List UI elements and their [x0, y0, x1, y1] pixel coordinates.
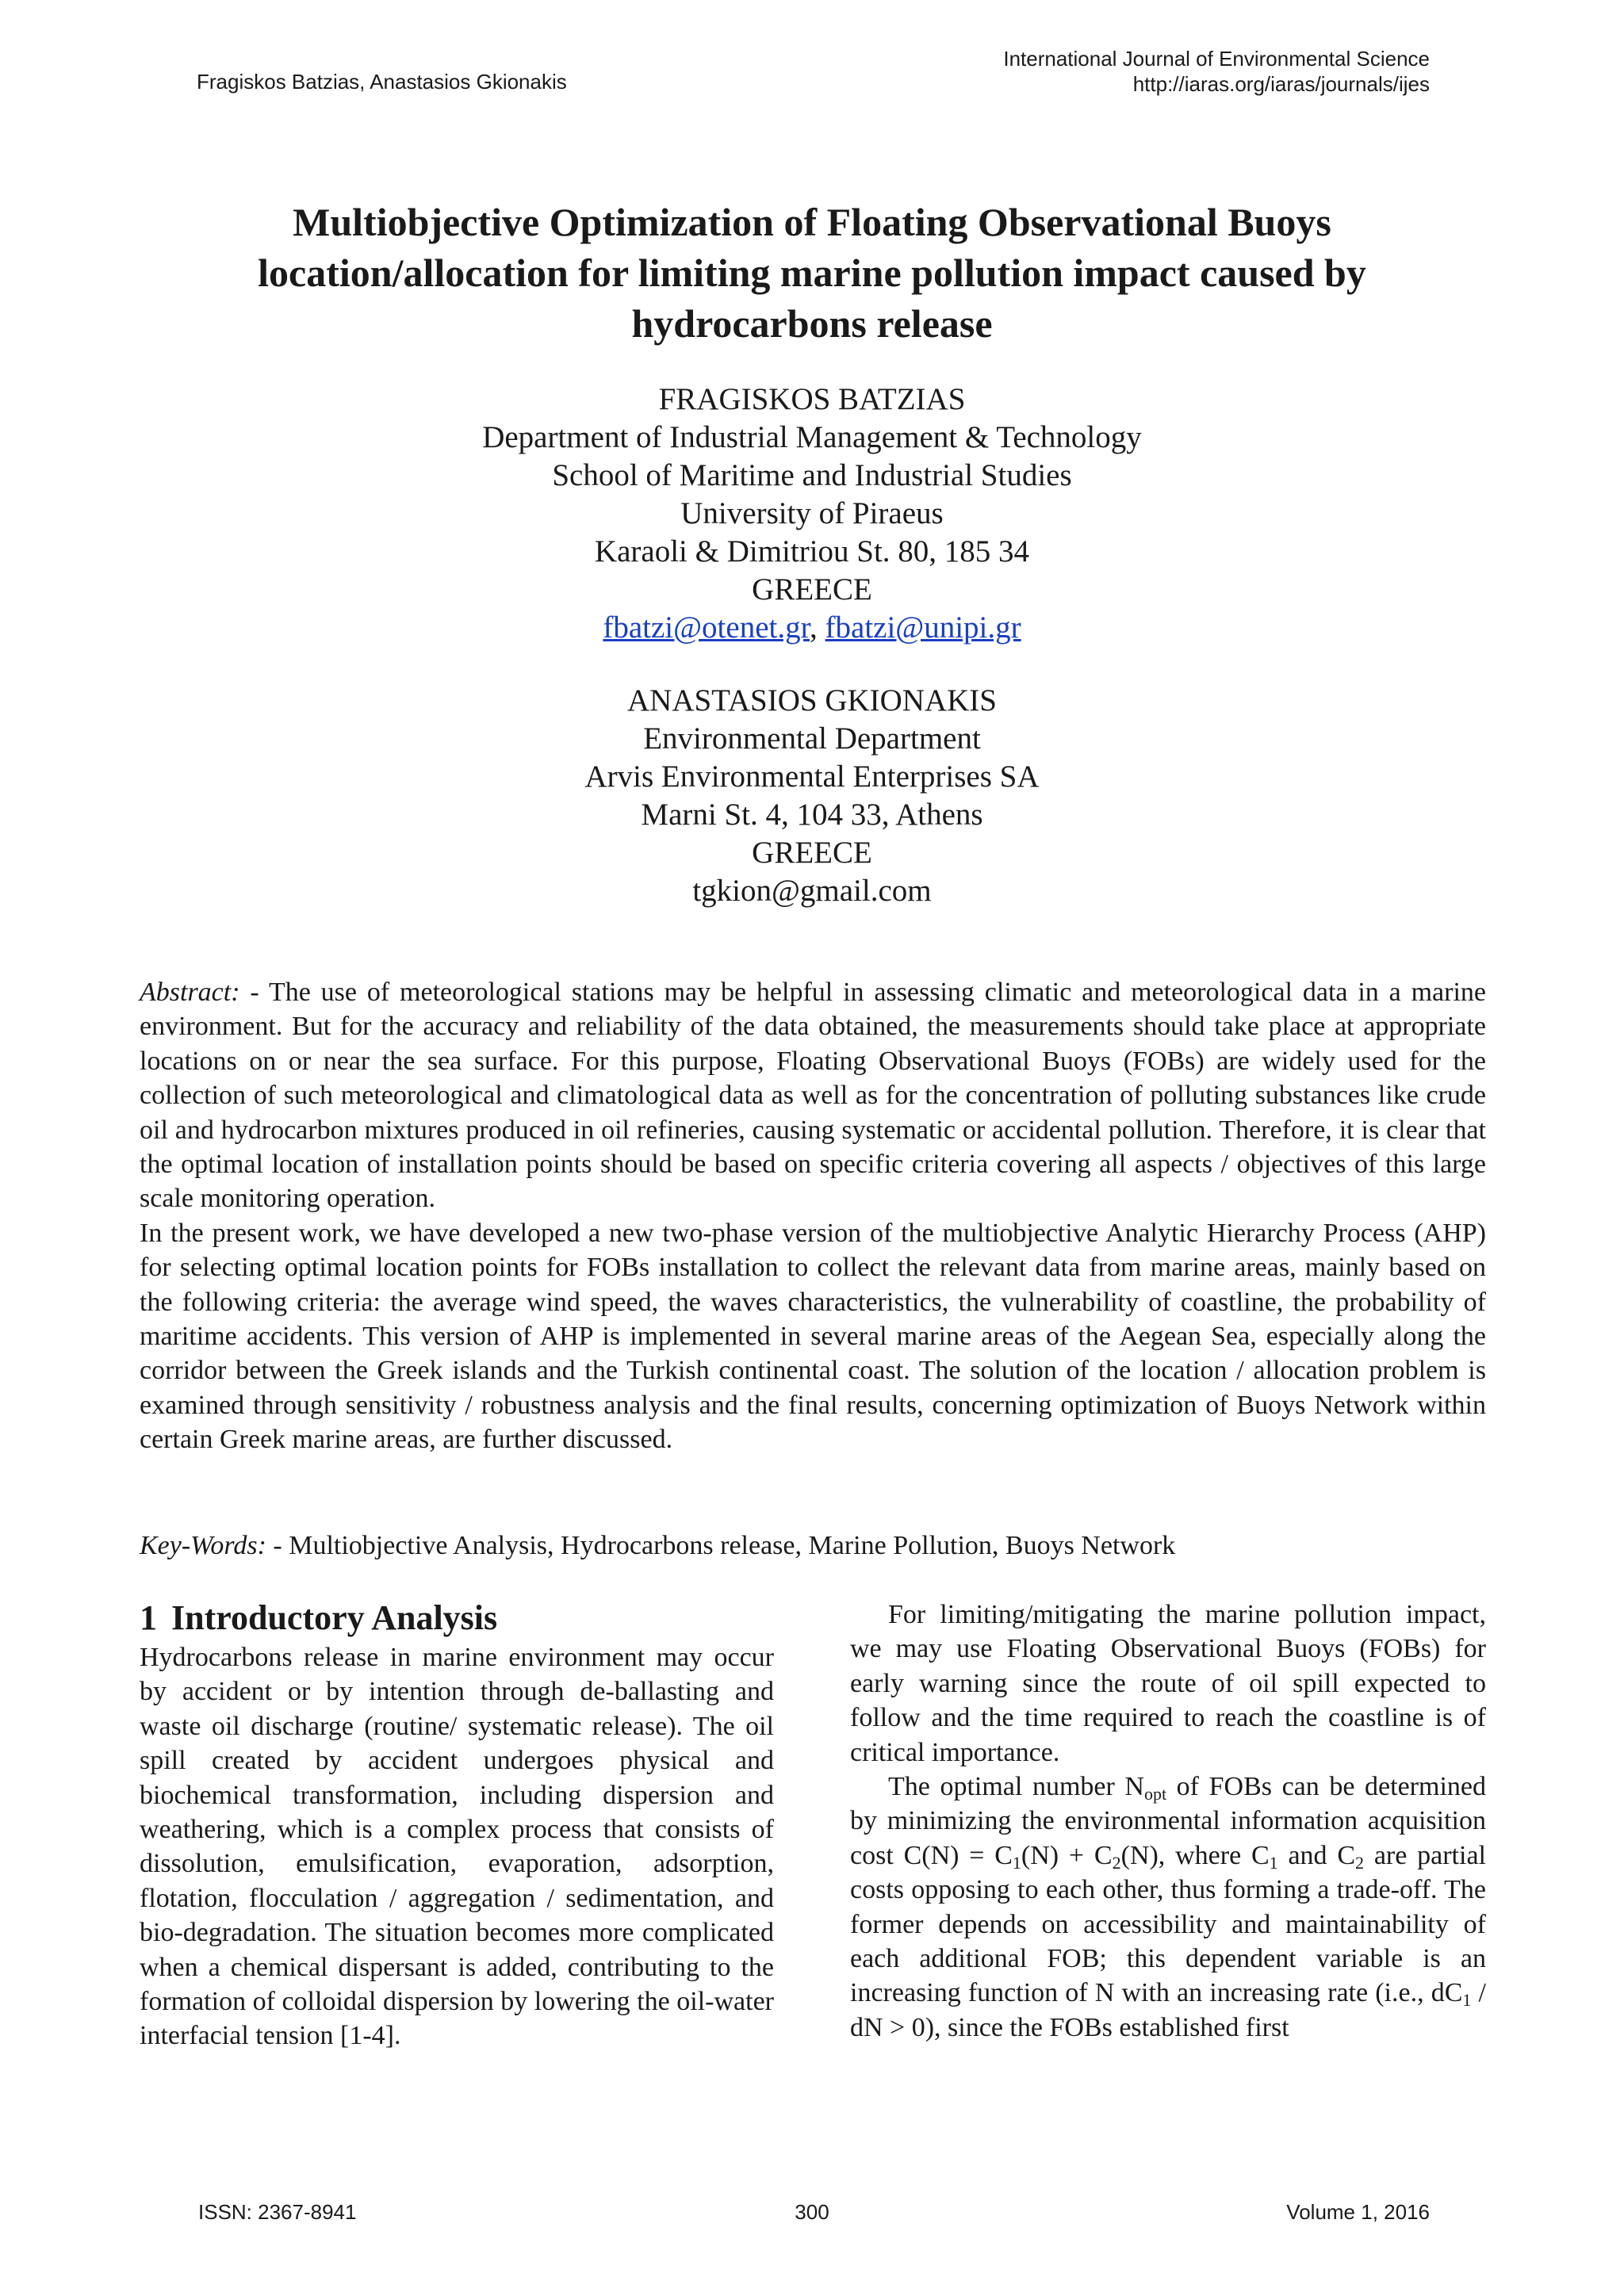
abstract — [140, 975, 1486, 1457]
author-block-2 — [0, 682, 1624, 910]
author-institution: Arvis Environmental Enterprises SA — [584, 760, 1040, 794]
section-number: 1 — [140, 1598, 157, 1637]
subscript: 2 — [1112, 1852, 1121, 1873]
author-department: Environmental Department — [643, 721, 981, 756]
author-department: Department of Industrial Management & Technology — [482, 420, 1142, 454]
running-header-authors: Fragiskos Batzias, Anastasios Gkionakis — [197, 70, 567, 94]
author-email: tgkion@gmail.com — [692, 874, 932, 908]
subscript: 1 — [1012, 1852, 1021, 1873]
subscript: opt — [1143, 1784, 1167, 1804]
abstract-paragraph-1 — [140, 975, 1486, 1216]
subscript: 2 — [1355, 1852, 1365, 1873]
author-school: School of Maritime and Industrial Studies — [552, 458, 1072, 492]
title-line-1: Multiobjective Optimization of Floating Observational Buoys — [293, 200, 1331, 244]
subscript: 1 — [1269, 1852, 1278, 1873]
abstract-label: Abstract: — [140, 978, 240, 1007]
title-line-3: hydrocarbons release — [631, 301, 993, 346]
subscript: 1 — [1462, 1990, 1472, 2011]
left-column — [140, 1598, 774, 2053]
journal-url: http://iaras.org/iaras/journals/ijes — [1132, 72, 1430, 96]
journal-name: International Journal of Environmental Science — [1003, 47, 1430, 71]
email-link[interactable]: fbatzi@unipi.gr — [825, 610, 1021, 645]
author-institution: University of Piraeus — [680, 496, 944, 530]
body-paragraph: Hydrocarbons release in marine environment may occur by accident or by intention through de-ballasting and waste oil discharge (routine/ systematic release). The oil spill created by accident undergoes physical and biochemical transformation, including dispersion and weathering, which is a complex process that consists of dissolution, emulsification, evaporation, adsorption, flotation, flocculation / aggregation / sedimentation, and bio-degradation. The situation becomes more complicated when a chemical dispersant is added, contributing to the formation of colloidal dispersion by lowering the oil-water interfacial tension [1-4]. — [140, 1643, 774, 2051]
author-country: GREECE — [752, 572, 872, 607]
author-block-1 — [0, 381, 1624, 647]
author-address: Marni St. 4, 104 33, Athens — [641, 798, 983, 832]
section-title: Introductory Analysis — [171, 1598, 498, 1637]
author-address: Karaoli & Dimitriou St. 80, 185 34 — [594, 534, 1030, 568]
body-paragraph: For limiting/mitigating the marine pollution impact, we may use Floating Observational Buoys (FOBs) for early warning since the route of oil spill expected to follow and the time required to reach the coastline is of critical importance. — [850, 1600, 1486, 1767]
right-column — [850, 1598, 1486, 2045]
running-header-journal — [1003, 46, 1430, 97]
footer-page-number: 300 — [795, 2200, 829, 2224]
keywords-text: - Multiobjective Analysis, Hydrocarbons release, Marine Pollution, Buoys Network — [266, 1531, 1176, 1560]
author-name: FRAGISKOS BATZIAS — [658, 382, 966, 416]
footer-volume: Volume 1, 2016 — [1286, 2200, 1430, 2224]
paper-title — [159, 197, 1465, 349]
author-name: ANASTASIOS GKIONAKIS — [627, 683, 997, 718]
footer-issn: ISSN: 2367-8941 — [198, 2200, 357, 2224]
email-separator: , — [810, 610, 825, 645]
author-emails — [0, 609, 1624, 647]
keywords — [140, 1529, 1486, 1563]
abstract-text: - The use of meteorological stations may be helpful in assessing climatic and meteorological data in a marine environment. But for the accuracy and reliability of the data obtained, the measurements should take place at appropriate locations on or near the sea surface. For this purpose, Floating Observational Buoys (FOBs) are widely used for the collection of such meteorological and climatological data as well as for the concentration of polluting substances like crude oil and hydrocarbon mixtures produced in oil refineries, causing systematic or accidental pollution. Therefore, it is clear that the optimal location of installation points should be based on specific criteria covering all aspects / objectives of this large scale monitoring operation. — [140, 978, 1486, 1214]
title-line-2: location/allocation for limiting marine pollution impact caused by — [258, 251, 1366, 295]
body-paragraph: The optimal number $N_{opt}$ of FOBs can be determined by minimizing the environmental information acquisition cost $C(N) = C_1(N) + C_2(N)$, where $C_1$ and $C_2$ are partial costs opposing to each other, thus forming a trade-off. The former depends on accessibility and maintainability of each additional FOB; this dependent variable is an increasing function of N with an increasing rate (i.e., $dC_1$ / dN > 0), since the FOBs established first — [850, 1772, 1486, 2042]
abstract-paragraph-2: In the present work, we have developed a new two-phase version of the multiobjective Analytic Hierarchy Process (AHP) for selecting optimal location points for FOBs installation to collect the relevant data from marine areas, mainly based on the following criteria: the average wind speed, the waves characteristics, the vulnerability of coastline, the probability of maritime accidents. This version of AHP is implemented in several marine areas of the Aegean Sea, especially along the corridor between the Greek islands and the Turkish continental coast. The solution of the location / allocation problem is examined through sensitivity / robustness analysis and the final results, concerning optimization of Buoys Network within certain Greek marine areas, are further discussed. — [140, 1218, 1486, 1455]
section-heading — [140, 1598, 774, 1639]
author-country: GREECE — [752, 836, 872, 870]
keywords-label: Key-Words: — [140, 1531, 266, 1560]
email-link[interactable]: fbatzi@otenet.gr — [603, 610, 810, 645]
